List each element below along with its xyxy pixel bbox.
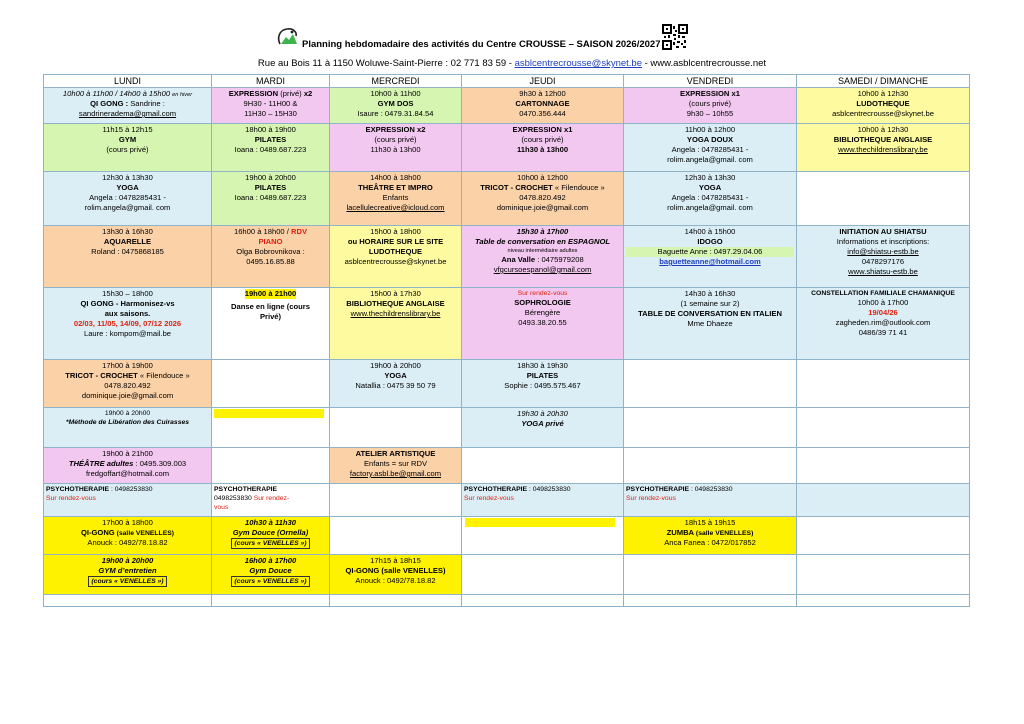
header: [0, 24, 1024, 74]
note-text: x2: [303, 89, 313, 98]
empty-cell: [44, 595, 212, 607]
activity-cell: [212, 172, 330, 226]
empty-cell: [330, 484, 462, 517]
empty-cell: [212, 448, 330, 484]
table-row: [44, 360, 970, 408]
note-text: en hiver: [172, 92, 193, 98]
contact-text: Ioana : 0489.687.223: [234, 193, 307, 202]
empty-cell: [212, 408, 330, 448]
activity-name: YOGA DOUX: [686, 135, 734, 144]
empty-cell: [797, 172, 970, 226]
email-link[interactable]: info@shiatsu-estb.be: [847, 247, 919, 256]
contact-text: Sophie : 0495.575.467: [504, 381, 581, 390]
activity-name: CONSTELLATION FAMILIALE CHAMANIQUE: [811, 290, 955, 297]
activity-cell: [44, 360, 212, 408]
email-text: dominique.joie@gmail.com: [81, 391, 174, 400]
activity-name: Danse en ligne (cours: [231, 302, 310, 311]
activity-name: THEÂTRE ET IMPRO: [358, 183, 433, 192]
contact-text: asblcentrecrousse@skynet.be: [832, 109, 934, 118]
activity-name: IDOGO: [697, 237, 723, 246]
note-text: niveau intermédiaire adultes: [507, 248, 578, 254]
empty-cell: [462, 595, 624, 607]
contact-text: : 0495.309.003: [133, 459, 187, 468]
contact-name: Bérengère: [524, 308, 561, 317]
time-text: 11h00 à 12h00: [684, 125, 736, 134]
activity-name: aux saisons.: [104, 309, 151, 318]
activity-cell: [462, 484, 624, 517]
email-text: fredgoffart@hotmail.com: [85, 469, 170, 478]
activity-name: LUDOTHEQUE: [856, 99, 910, 108]
activity-cell: [462, 408, 624, 448]
table-row: [44, 408, 970, 448]
table-row: [44, 288, 970, 360]
empty-cell: [624, 595, 797, 607]
note-text: (salle VENELLES): [114, 530, 175, 537]
activity-name: PSYCHOTHERAPIE: [464, 486, 528, 493]
contact-text: 0478.820.492: [519, 193, 566, 202]
note-text: Enfants: [382, 193, 409, 202]
crousse-logo-icon: [275, 26, 299, 48]
time-text: 15h00 à 18h00: [370, 227, 421, 236]
activity-cell: [330, 226, 462, 288]
activity-cell: [44, 226, 212, 288]
activity-name: LUDOTHEQUE: [368, 247, 423, 256]
contact-text: 0470.356.444: [519, 109, 566, 118]
contact-text: Natallia : 0475 39 50 79: [355, 381, 436, 390]
note-text: ou HORAIRE SUR LE SITE: [347, 237, 444, 246]
note-text: RDV: [290, 227, 308, 236]
email-text: dominique.joie@gmail.com: [496, 203, 589, 212]
note-text: Sur rendez-vous: [464, 495, 514, 502]
email-text: sandrineradema@gmail.com: [78, 109, 177, 118]
empty-cell: [797, 517, 970, 555]
highlight-bar: [465, 518, 615, 527]
contact-text: Roland : 0475868185: [91, 247, 164, 256]
contact-text: Angela : 0478285431 -: [89, 193, 166, 202]
activity-cell: [44, 448, 212, 484]
activity-name: EXPRESSION x1: [680, 89, 740, 98]
note-text: (cours privé): [688, 99, 732, 108]
activity-cell: [212, 517, 330, 555]
activity-cell: [212, 288, 330, 360]
email-text: rolim.angela@gmail. com: [84, 203, 171, 212]
time-text: 11H30 – 15H30: [244, 109, 297, 118]
email-text: rolim.angela@gmail. com: [667, 155, 753, 164]
note-text: Sur rendez-vous: [517, 290, 568, 297]
activity-cell: [330, 448, 462, 484]
location-badge: (cours » VENELLES »): [231, 576, 309, 587]
activity-name: Gym Douce: [249, 566, 292, 575]
contact-text: Baguette Anne : 0497.29.04.06: [626, 247, 794, 257]
activity-name: AQUARELLE: [103, 237, 152, 246]
empty-cell: [462, 448, 624, 484]
time-text: 19h00 à 21h00: [102, 449, 153, 458]
contact-text: : 0498253830: [109, 486, 153, 493]
time-text: 18h15 à 19h15: [684, 518, 736, 527]
activity-cell: [330, 288, 462, 360]
time-text: 9H30 - 11H00 &: [243, 99, 298, 108]
empty-cell: [624, 448, 797, 484]
time-text: 14h00 à 15h00: [684, 227, 736, 236]
activity-name: TABLE DE CONVERSATION EN ITALIEN: [638, 309, 782, 318]
note-text: (privé): [280, 89, 304, 98]
time-text: 10h30 à 11h30: [245, 518, 296, 527]
date-text: 02/03, 11/05, 14/09, 07/12 2026: [73, 319, 182, 328]
activity-cell: [462, 226, 624, 288]
note-text: (1 semaine sur 2): [680, 299, 740, 308]
activity-name: SOPHROLOGIE: [514, 298, 571, 307]
address-text: Rue au Bois 11 à 1150 Woluwe-Saint-Pierre : 02 771 83 59 -: [257, 58, 515, 69]
time-text: 12h30 à 13h30: [684, 173, 736, 182]
activity-cell: [330, 172, 462, 226]
note-text: (cours privé): [106, 145, 149, 154]
activity-name: Privé): [259, 312, 282, 321]
day-header: VENDREDI: [624, 75, 797, 88]
note-text: Sur rendez-vous: [46, 495, 96, 502]
contact-text: 0493.38.20.55: [518, 318, 567, 327]
activity-name: ATELIER ARTISTIQUE: [355, 449, 436, 458]
time-text: 18h30 à 19h30: [517, 361, 568, 370]
empty-cell: [797, 555, 970, 595]
note-text: Sur rendez-vous: [626, 495, 676, 502]
contact-text: Ioana : 0489.687.223: [234, 145, 307, 154]
empty-cell: [462, 555, 624, 595]
empty-cell: [797, 360, 970, 408]
activity-cell: [44, 555, 212, 595]
time-text: 19h00 à 20h00: [104, 410, 151, 417]
time-text: 14h00 à 18h00: [370, 173, 421, 182]
empty-cell: [797, 408, 970, 448]
activity-cell: [624, 484, 797, 517]
note-text: (cours privé): [374, 135, 417, 144]
activity-cell: [44, 408, 212, 448]
time-text: 11h30 à 13h00: [370, 145, 421, 154]
time-text: 16h00 à 18h00 /: [233, 227, 291, 236]
time-text: 10h00 à 17h00: [857, 298, 909, 307]
time-text: 9h30 à 12h00: [519, 89, 566, 98]
time-text: 10h00 à 12h30: [857, 125, 909, 134]
time-text: 15h30 à 17h00: [516, 227, 569, 236]
activity-cell: [44, 517, 212, 555]
time-text: 10h00 à 11h00: [370, 89, 421, 98]
activity-cell: [44, 124, 212, 172]
contact-text: 0498253830: [214, 495, 254, 502]
website-link[interactable]: www.thechildrenslibrary.be: [350, 309, 441, 318]
contact-text: Anouck : 0492/78.18.82: [87, 538, 168, 547]
contact-text: Anca Fanea : 0472/017852: [664, 538, 756, 547]
time-text: 19h00 à 20h00: [370, 361, 421, 370]
website-link[interactable]: www.thechildrenslibrary.be: [838, 145, 928, 154]
note-text: « Filendouce »: [137, 371, 190, 380]
activity-name: QI-GONG: [80, 528, 115, 537]
website-link[interactable]: www.shiatsu-estb.be: [848, 267, 918, 276]
table-row: [44, 484, 970, 517]
activity-name: Table de conversation en ESPAGNOL: [474, 237, 611, 246]
time-text: 15h30 – 18h00: [102, 289, 153, 298]
empty-cell: [212, 360, 330, 408]
activity-name: GYM DOS: [377, 99, 414, 108]
contact-name: Sandrine :: [130, 99, 165, 108]
activity-name: QI GONG - Harmonisez-vs: [80, 299, 175, 308]
table-row: [44, 517, 970, 555]
activity-cell: [462, 360, 624, 408]
day-header: MARDI: [212, 75, 330, 88]
activity-name: QI-GONG (salle VENELLES): [345, 566, 446, 575]
empty-cell: [330, 517, 462, 555]
time-text: 10h00 à 12h30: [857, 89, 909, 98]
activity-cell: [624, 288, 797, 360]
note-text: « Filendouce »: [552, 183, 605, 192]
empty-cell: [624, 555, 797, 595]
activity-cell: [797, 226, 970, 288]
activity-cell: [462, 88, 624, 124]
note-text: Informations et inscriptions:: [836, 237, 930, 246]
activity-cell: [212, 226, 330, 288]
table-row: [44, 448, 970, 484]
activity-cell: [330, 88, 462, 124]
time-text: 19h00 à 20h00: [101, 556, 154, 565]
activity-name: YOGA: [698, 183, 722, 192]
time-text: 15h00 à 17h30: [370, 289, 421, 298]
activity-name: PILATES: [526, 371, 559, 380]
time-text: 17h15 à 18h15: [370, 556, 421, 565]
table-row: [44, 124, 970, 172]
activity-name: PSYCHOTHERAPIE: [46, 486, 110, 493]
email-text: rolim.angela@gmail. com: [667, 203, 753, 212]
note-text: (cours privé): [521, 135, 564, 144]
time-text: 19h30 à 20h30: [517, 409, 568, 418]
day-header: LUNDI: [44, 75, 212, 88]
email-text: zagheden.rim@outlook.com: [835, 318, 931, 327]
address-line: [0, 58, 1024, 69]
activity-name: PSYCHOTHERAPIE: [214, 486, 278, 493]
empty-cell: [462, 517, 624, 555]
time-text: 17h00 à 18h00: [102, 518, 153, 527]
email-link[interactable]: baguetteanne@hotmail.com: [659, 257, 761, 266]
table-row: [44, 226, 970, 288]
email-text: asblcentrecrousse@skynet.be: [344, 257, 447, 266]
activity-cell: [44, 484, 212, 517]
note-text: (salle VENELLES): [694, 530, 754, 537]
activity-name: INITIATION AU SHIATSU: [839, 227, 927, 236]
activity-name: CARTONNAGE: [515, 99, 570, 108]
activity-name: THÉÂTRE adultes: [68, 459, 134, 468]
activity-cell: [624, 124, 797, 172]
email-text: lacellulecreative@icloud.com: [346, 203, 445, 212]
time-text: 11h15 à 12h15: [102, 125, 153, 134]
contact-text: 0478297176: [861, 257, 905, 266]
activity-cell: [212, 88, 330, 124]
table-row: [44, 555, 970, 595]
activity-name: YOGA: [384, 371, 407, 380]
empty-cell: [624, 360, 797, 408]
page-title: Planning hebdomadaire des activités du Centre CROUSSE – SAISON 2026/2027: [302, 39, 661, 50]
activity-name: GYM d’entretien: [98, 566, 157, 575]
activity-cell: [797, 124, 970, 172]
activity-cell: [624, 172, 797, 226]
activity-name: PILATES: [254, 135, 287, 144]
time-text: 10h00 à 12h00: [517, 173, 568, 182]
contact-text: Angela : 0478285431 -: [671, 145, 749, 154]
contact-text: 0495.16.85.88: [246, 257, 295, 266]
activity-name: PIANO: [258, 237, 283, 246]
time-text: 9h30 – 10h55: [686, 109, 734, 118]
activity-cell: [462, 124, 624, 172]
activity-name: TRICOT - CROCHET: [480, 183, 553, 192]
activity-cell: [212, 484, 330, 517]
contact-text: Anouck : 0492/78.18.82: [355, 576, 436, 585]
contact-text: : 0498253830: [527, 486, 571, 493]
day-header: MERCREDI: [330, 75, 462, 88]
activity-name: BIBLIOTHEQUE ANGLAISE: [346, 299, 445, 308]
contact-name: Mme Dhaeze: [687, 319, 733, 328]
day-header: JEUDI: [462, 75, 624, 88]
empty-cell: [330, 595, 462, 607]
empty-cell: [212, 595, 330, 607]
activity-cell: [462, 288, 624, 360]
empty-cell: [624, 408, 797, 448]
contact-text: 0486/39 71 41: [858, 328, 908, 337]
table-row: [44, 595, 970, 607]
time-text: 16h00 à 17h00: [244, 556, 297, 565]
activity-cell: [624, 88, 797, 124]
activity-cell: [44, 88, 212, 124]
table-row: [44, 172, 970, 226]
table-row: [44, 88, 970, 124]
activity-name: PSYCHOTHERAPIE: [626, 486, 690, 493]
activity-name: PILATES: [254, 183, 287, 192]
activity-cell: [797, 88, 970, 124]
activity-name: GYM: [118, 135, 137, 144]
activity-name: YOGA: [116, 183, 139, 192]
activity-name: EXPRESSION: [228, 89, 281, 98]
empty-cell: [797, 595, 970, 607]
empty-cell: [797, 484, 970, 517]
activity-cell: [624, 517, 797, 555]
contact-text: Isaure : 0479.31.84.54: [357, 109, 434, 118]
activity-cell: [462, 172, 624, 226]
contact-text: : 0475979208: [535, 255, 584, 264]
activity-name: EXPRESSION x1: [512, 125, 573, 134]
activity-cell: [330, 124, 462, 172]
time-text: 17h00 à 19h00: [102, 361, 153, 370]
time-text: 14h30 à 16h30: [684, 289, 736, 298]
contact-name: Olga Bobrovnikova :: [236, 247, 305, 256]
email-text: factory.asbl.be@gmail.com: [349, 469, 442, 478]
qr-code-icon: [662, 24, 688, 50]
contact-text: Angela : 0478285431 -: [671, 193, 749, 202]
time-text: 19h00 à 21h00: [244, 289, 297, 298]
activity-name: *Méthode de Libération des Cuirasses: [65, 419, 190, 426]
activity-name: QI GONG :: [90, 99, 131, 108]
email-text: vfgcursoespanol@gmail.com: [493, 265, 592, 274]
activity-name: Gym Douce (Ornella): [232, 528, 309, 537]
activity-cell: [44, 288, 212, 360]
activity-name: TRICOT - CROCHET: [65, 371, 138, 380]
activity-cell: [330, 360, 462, 408]
activity-cell: [212, 124, 330, 172]
weekly-schedule-table: [43, 74, 970, 607]
activity-cell: [212, 555, 330, 595]
location-badge: (cours « VENELLES »): [231, 538, 309, 549]
empty-cell: [797, 448, 970, 484]
time-text: 13h30 à 16h30: [102, 227, 153, 236]
time-text: 12h30 à 13h30: [102, 173, 153, 182]
activity-name: BIBLIOTHEQUE ANGLAISE: [833, 135, 933, 144]
activity-cell: [330, 555, 462, 595]
activity-name: YOGA privé: [521, 419, 564, 428]
website-text: - www.asblcentrecrousse.net: [641, 58, 767, 69]
empty-cell: [330, 408, 462, 448]
day-header-row: [44, 75, 970, 88]
contact-text: Laure : kompom@mail.be: [83, 329, 172, 338]
time-text: 11h30 à 13h00: [516, 145, 569, 154]
contact-name: Ana Valle: [501, 255, 536, 264]
note-text: Enfants = sur RDV: [363, 459, 428, 468]
activity-name: ZUMBA: [666, 528, 695, 537]
location-badge: (cours « VENELLES »): [88, 576, 166, 587]
activity-cell: [44, 172, 212, 226]
date-text: 19/04/26: [868, 308, 898, 317]
activity-name: EXPRESSION x2: [365, 125, 426, 134]
activity-cell: [624, 226, 797, 288]
time-text: 19h00 à 20h00: [245, 173, 296, 182]
highlight-bar: [214, 409, 324, 418]
time-text: 18h00 à 19h00: [245, 125, 296, 134]
day-header: SAMEDI / DIMANCHE: [797, 75, 970, 88]
contact-text: : 0498253830: [689, 486, 733, 493]
email-link[interactable]: asblcentrecrousse@skynet.be: [514, 58, 642, 69]
note-text: vous: [214, 504, 229, 511]
activity-cell: [797, 288, 970, 360]
note-text: Sur rendez-: [253, 495, 290, 502]
contact-text: 0478.820.492: [104, 381, 151, 390]
time-text: 10h00 à 11h00 / 14h00 à 15h00: [62, 89, 171, 98]
